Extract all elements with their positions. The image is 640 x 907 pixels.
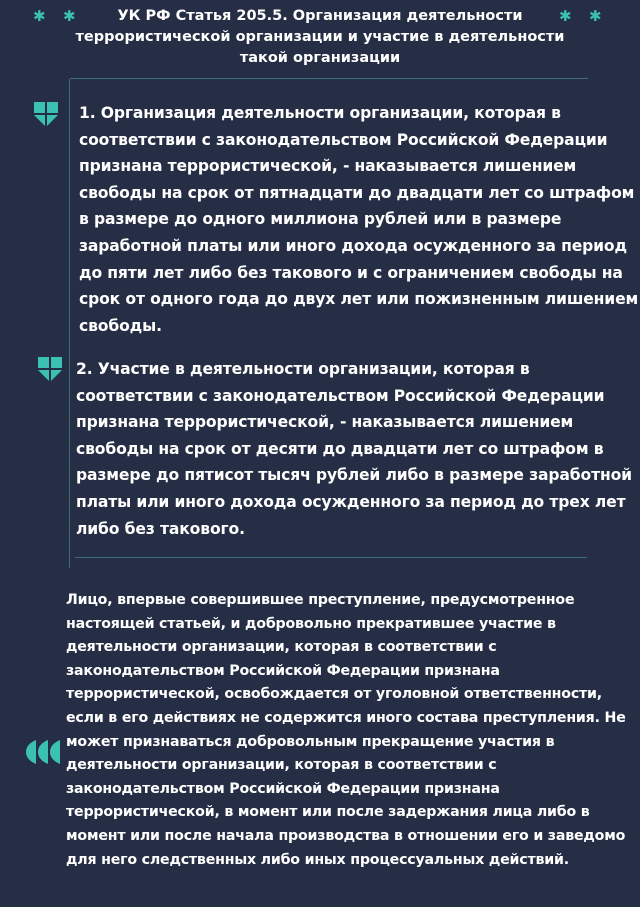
article-part-2: 2. Участие в деятельности организации, которая в соответствии с законодательством Российской Федерации признана террористической, - наказывается лишением свободы на срок от десяти до двадцати лет со штрафом в размере до пятисот тысяч рублей либо в размере заработной платы или иного дохода осужденного за период до трех лет либо без такового. (76, 360, 632, 538)
snowflake-star-icon: ✱ (559, 7, 572, 25)
snowflake-star-icon: ✱ (63, 7, 76, 25)
article-part-1: 1. Организация деятельности организации, которая в соответствии с законодательством Российской Федерации признана террористической, - наказывается лишением свободы на срок от пятнадцати до двадцати лет со штрафом в размере до одного миллиона рублей или в размере заработной платы или иного дохода осужденного за период до пяти лет либо без такового и с ограничением свободы на срок от одного года до двух лет или пожизненным лишением свободы. (79, 104, 639, 335)
quote-block-icon (38, 357, 62, 381)
divider-middle (75, 557, 587, 558)
divider-vertical (69, 79, 70, 568)
snowflake-star-icon: ✱ (589, 7, 602, 25)
header (0, 4, 640, 70)
quote-block-icon (34, 102, 58, 126)
snowflake-star-icon: ✱ (33, 7, 46, 25)
page-title: УК РФ Статья 205.5. Организация деятельности террористической организации и участие в деятельности такой организации (75, 8, 565, 66)
note-text: Лицо, впервые совершившее преступление, предусмотренное настоящей статьей, и добровольно прекратившее участие в деятельности организации, которая в соответствии с законодательством Российской Федерации признана террористической, освобождается от уголовной ответственности, если в его действиях не содержится иного состава преступления. Не может признаваться добровольным прекращение участия в деятельности организации, которая в соответствии с законодательством Российской Федерации признана террористической, в момент или после задержания лица либо в момент или после начала производства в отношении его и заведомо для него следственных либо иных процессуальных действий. (66, 592, 626, 868)
divider-top (70, 78, 588, 79)
quote-marks-icon (26, 740, 62, 764)
